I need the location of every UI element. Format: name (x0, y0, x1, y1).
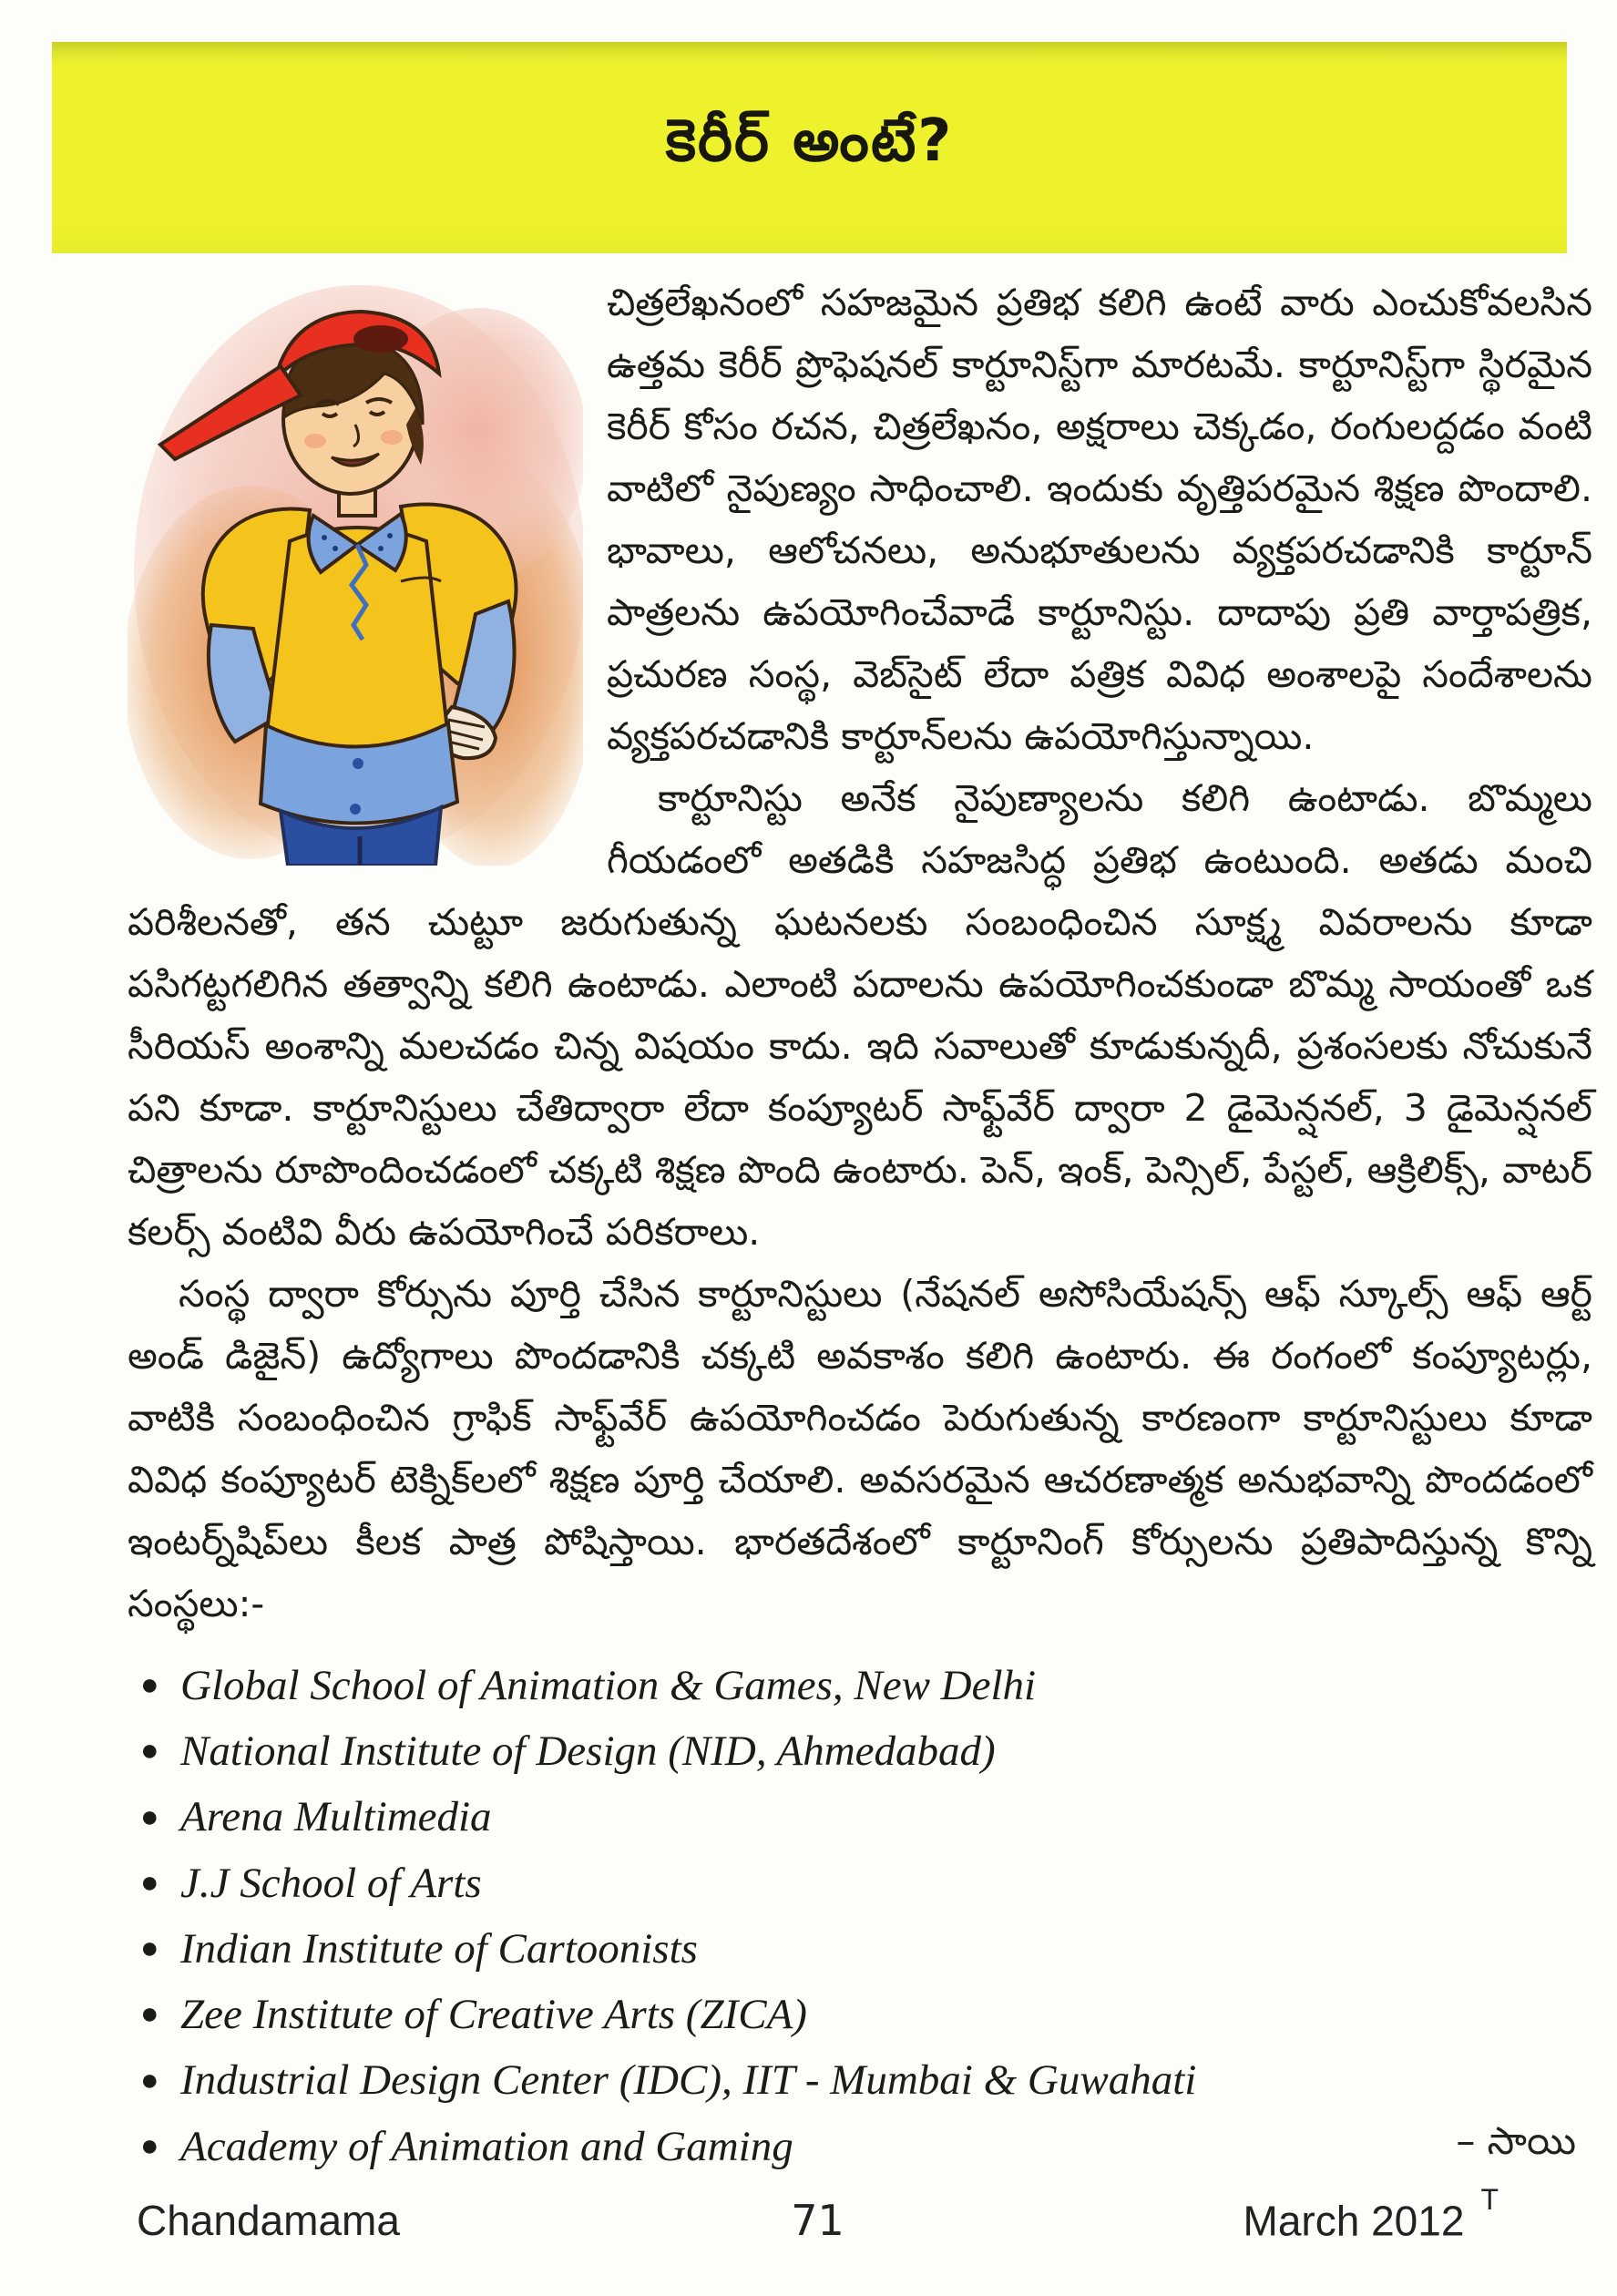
bullet-icon: ● (140, 1865, 159, 1900)
footer-page-number: 71 (791, 2196, 844, 2246)
bullet-icon: ● (140, 2128, 159, 2163)
institute-item (128, 2049, 1592, 2115)
footer-magazine-name: Chandamama (137, 2197, 400, 2245)
bullet-icon: ● (140, 1668, 159, 1703)
author-signature: – సాయి (1456, 2117, 1576, 2163)
institute-item (128, 1983, 1592, 2049)
paragraph-1: చిత్రలేఖనంలో సహజమైన ప్రతిభ కలిగి ఉంటే వారు ఎంచుకోవలసిన ఉత్తమ కెరీర్ ప్రొఫెషనల్ కార్టూనిస్ట్‌గా మారటమే. కార్టూనిస్ట్‌గా స్థిరమైన కెరీర్ కోసం రచన, చిత్రలేఖనం, అక్షరాలు చెక్కడం, రంగులద్దడం వంటి వాటిలో నైపుణ్యం సాధించాలి. ఇందుకు వృత్తిపరమైన శిక్షణ పొందాలి. భావాలు, ఆలోచనలు, అనుభూతులను వ్యక్తపరచడానికి కార్టూన్ పాత్రలను ఉపయోగించేవాడే కార్టూనిస్టు. దాదాపు ప్రతి వార్తాపత్రిక, ప్రచురణ సంస్థ, వెబ్‌సైట్ లేదా పత్రిక వివిధ అంశాలపై సందేశాలను వ్యక్తపరచడానికి కార్టూన్‌లను ఉపయోగిస్తున్నాయి. (607, 281, 1592, 758)
institute-item (128, 1918, 1592, 1983)
footer-issue-date: March 2012 $^T$ (1243, 2183, 1499, 2245)
title-banner (52, 42, 1567, 253)
article (128, 272, 1592, 2181)
page-title: కెరీర్ అంటే? (665, 107, 954, 175)
institute-name: Zee Institute of Creative Arts (ZICA) (180, 1991, 807, 2039)
bullet-icon: ● (140, 1932, 159, 1966)
institute-item (128, 1655, 1592, 1720)
institutes-list (128, 1655, 1592, 2181)
bullet-icon: ● (140, 1997, 159, 2032)
institute-name: Indian Institute of Cartoonists (180, 1924, 698, 1973)
institute-name: National Institute of Design (NID, Ahmedabad) (180, 1727, 996, 1776)
illustration-figure (128, 272, 583, 866)
institute-name: Industrial Design Center (IDC), IIT - Mumbai & Guwahati (180, 2056, 1197, 2105)
institute-item (128, 1786, 1592, 1851)
paragraph-2: కార్టూనిస్టు అనేక నైపుణ్యాలను కలిగి ఉంటాడు. బొమ్మలు గీయడంలో అతడికి సహజసిద్ధ ప్రతిభ ఉంటుంది. అతడు మంచి పరిశీలనతో, తన చుట్టూ జరుగుతున్న ఘటనలకు సంబంధించిన సూక్ష్మ వివరాలను కూడా పసిగట్టగలిగిన తత్వాన్ని కలిగి ఉంటాడు. ఎలాంటి పదాలను ఉపయోగించకుండా బొమ్మ సాయంతో ఒక సీరియస్ అంశాన్ని మలచడం చిన్న విషయం కాదు. ఇది సవాలుతో కూడుకున్నదీ, ప్రశంసలకు నోచుకునే పని కూడా. కార్టూనిస్టులు చేతిద్వారా లేదా కంప్యూటర్ సాఫ్ట్‌వేర్ ద్వారా 2 డైమెన్షనల్, 3 డైమెన్షనల్ చిత్రాలను రూపొందించడంలో చక్కటి శిక్షణ పొంది ఉంటారు. పెన్, ఇంక్, పెన్సిల్, పేస్టల్, ఆక్రిలిక్స్, వాటర్ కలర్స్ వంటివి వీరు ఉపయోగించే పరికరాలు. (128, 776, 1592, 1254)
paragraph-3: సంస్థ ద్వారా కోర్సును పూర్తి చేసిన కార్టూనిస్టులు (నేషనల్ అసోసియేషన్స్ ఆఫ్ స్కూల్స్ ఆఫ్ ఆర్ట్ అండ్ డిజైన్) ఉద్యోగాలు పొందడానికి చక్కటి అవకాశం కలిగి ఉంటారు. ఈ రంగంలో కంప్యూటర్లు, వాటికి సంబంధించిన గ్రాఫిక్ సాఫ్ట్‌వేర్ ఉపయోగించడం పెరుగుతున్న కారణంగా కార్టూనిస్టులు కూడా వివిధ కంప్యూటర్ టెక్నిక్‌లలో శిక్షణ పూర్తి చేయాలి. అవసరమైన ఆచరణాత్మక అనుభవాన్ని పొందడంలో ఇంటర్న్‌షిప్‌లు కీలక పాత్ర పోషిస్తాయి. భారతదేశంలో కార్టూనింగ్ కోర్సులను ప్రతిపాదిస్తున్న కొన్ని సంస్థలు:- (128, 1272, 1592, 1625)
institute-item (128, 2116, 1592, 2181)
institute-item (128, 1852, 1592, 1918)
institute-item (128, 1720, 1592, 1786)
page-footer (137, 2183, 1499, 2246)
bullet-icon: ● (140, 1799, 159, 1834)
footer-edition-mark: T (1480, 2183, 1499, 2216)
institute-name: J.J School of Arts (180, 1859, 482, 1907)
institute-name: Arena Multimedia (180, 1793, 492, 1841)
bullet-icon: ● (140, 2063, 159, 2097)
institute-name: Global School of Animation & Games, New Delhi (180, 1662, 1037, 1709)
institute-name: Academy of Animation and Gaming (180, 2122, 793, 2170)
boy-with-red-cap-illustration (128, 272, 583, 866)
bullet-icon: ● (140, 1734, 159, 1768)
